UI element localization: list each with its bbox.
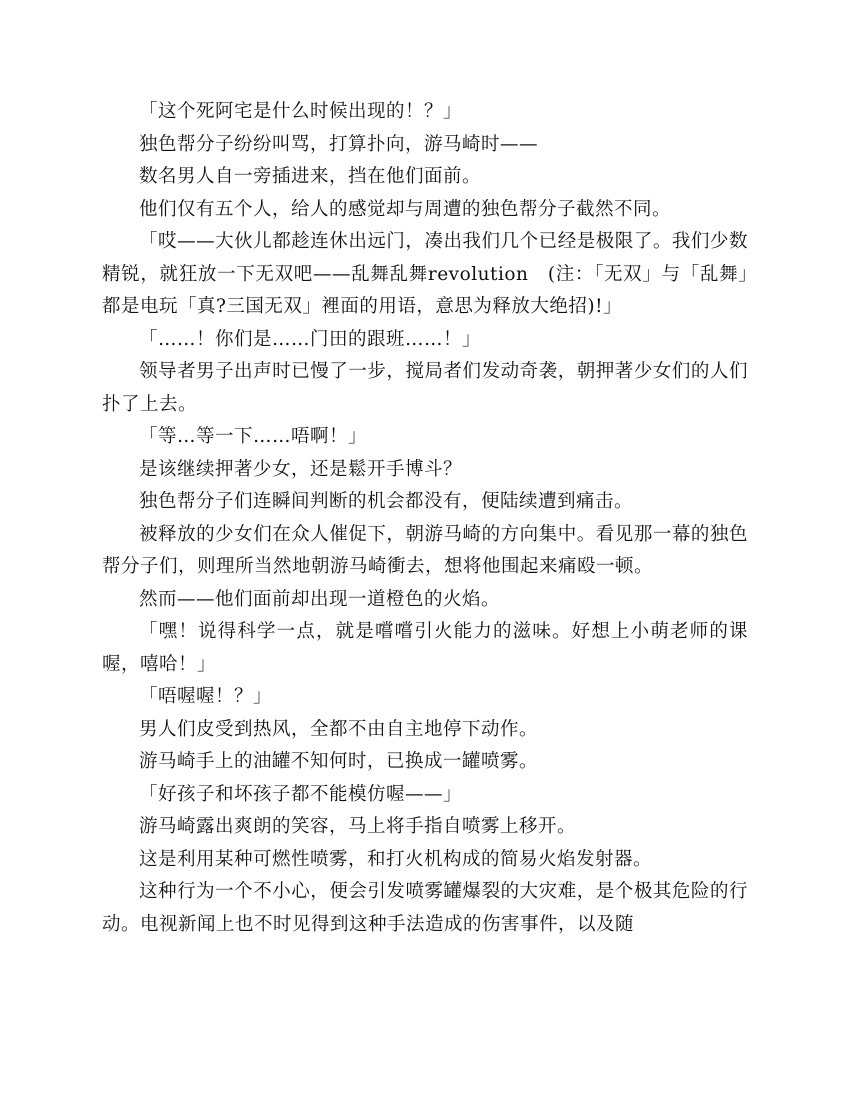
paragraph: 「嘿！说得科学一点，就是嚐嚐引火能力的滋味。好想上小萌老师的课喔，嘻哈！」 bbox=[102, 621, 748, 675]
paragraph: 独色帮分子们连瞬间判断的机会都没有，便陆续遭到痛击。 bbox=[139, 491, 634, 512]
paragraph: 男人们皮受到热风，全都不由自主地停下动作。 bbox=[139, 718, 539, 740]
paragraph: 是该继续押著少女，还是鬆开手博斗？ bbox=[139, 458, 463, 480]
document-page bbox=[102, 96, 748, 941]
paragraph: 然而——他们面前却出现一道橙色的火焰。 bbox=[139, 588, 501, 610]
paragraph: 游马崎露出爽朗的笑容，马上将手指自喷雾上移开。 bbox=[139, 816, 577, 837]
paragraph: 这种行为一个不小心，便会引发喷雾罐爆裂的大灾难，是个极其危险的行动。电视新闻上也不时见得到这种手法造成的伤害事件，以及随 bbox=[102, 881, 748, 935]
paragraph: 「哎——大伙儿都趁连休出远门，凑出我们几个已经是极限了。我们少数精锐，就狂放一下无双吧——乱舞乱舞revolution (注：「无双」与「乱舞」都是电玩「真?三国无双」裡面的用语，意思为释放大绝招)!」 bbox=[102, 231, 748, 317]
paragraph: 这是利用某种可燃性喷雾，和打火机构成的简易火焰发射器。 bbox=[139, 848, 653, 870]
paragraph: 「唔喔喔！？」 bbox=[139, 686, 273, 707]
paragraph: 他们仅有五个人，给人的感觉却与周遭的独色帮分子截然不同。 bbox=[139, 198, 672, 220]
paragraph: 被释放的少女们在众人催促下，朝游马崎的方向集中。看见那一幕的独色帮分子们，则理所当然地朝游马崎衝去，想将他围起来痛殴一顿。 bbox=[102, 523, 748, 577]
paragraph: 领导者男子出声时已慢了一步，搅局者们发动奇袭，朝押著少女们的人们扑了上去。 bbox=[102, 361, 748, 415]
paragraph: 游马崎手上的油罐不知何时，已换成一罐喷雾。 bbox=[139, 751, 539, 772]
paragraph: 数名男人自一旁插进来，挡在他们面前。 bbox=[139, 166, 482, 187]
paragraph: 独色帮分子纷纷叫骂，打算扑向，游马崎时—— bbox=[139, 133, 539, 155]
paragraph: 「好孩子和坏孩子都不能模仿喔——」 bbox=[139, 783, 463, 805]
paragraph: 「等…等一下……唔啊！」 bbox=[139, 426, 368, 447]
paragraph: 「……！你们是……门田的跟班……！」 bbox=[139, 328, 482, 350]
paragraph: 「这个死阿宅是什么时候出现的！？」 bbox=[139, 101, 463, 122]
